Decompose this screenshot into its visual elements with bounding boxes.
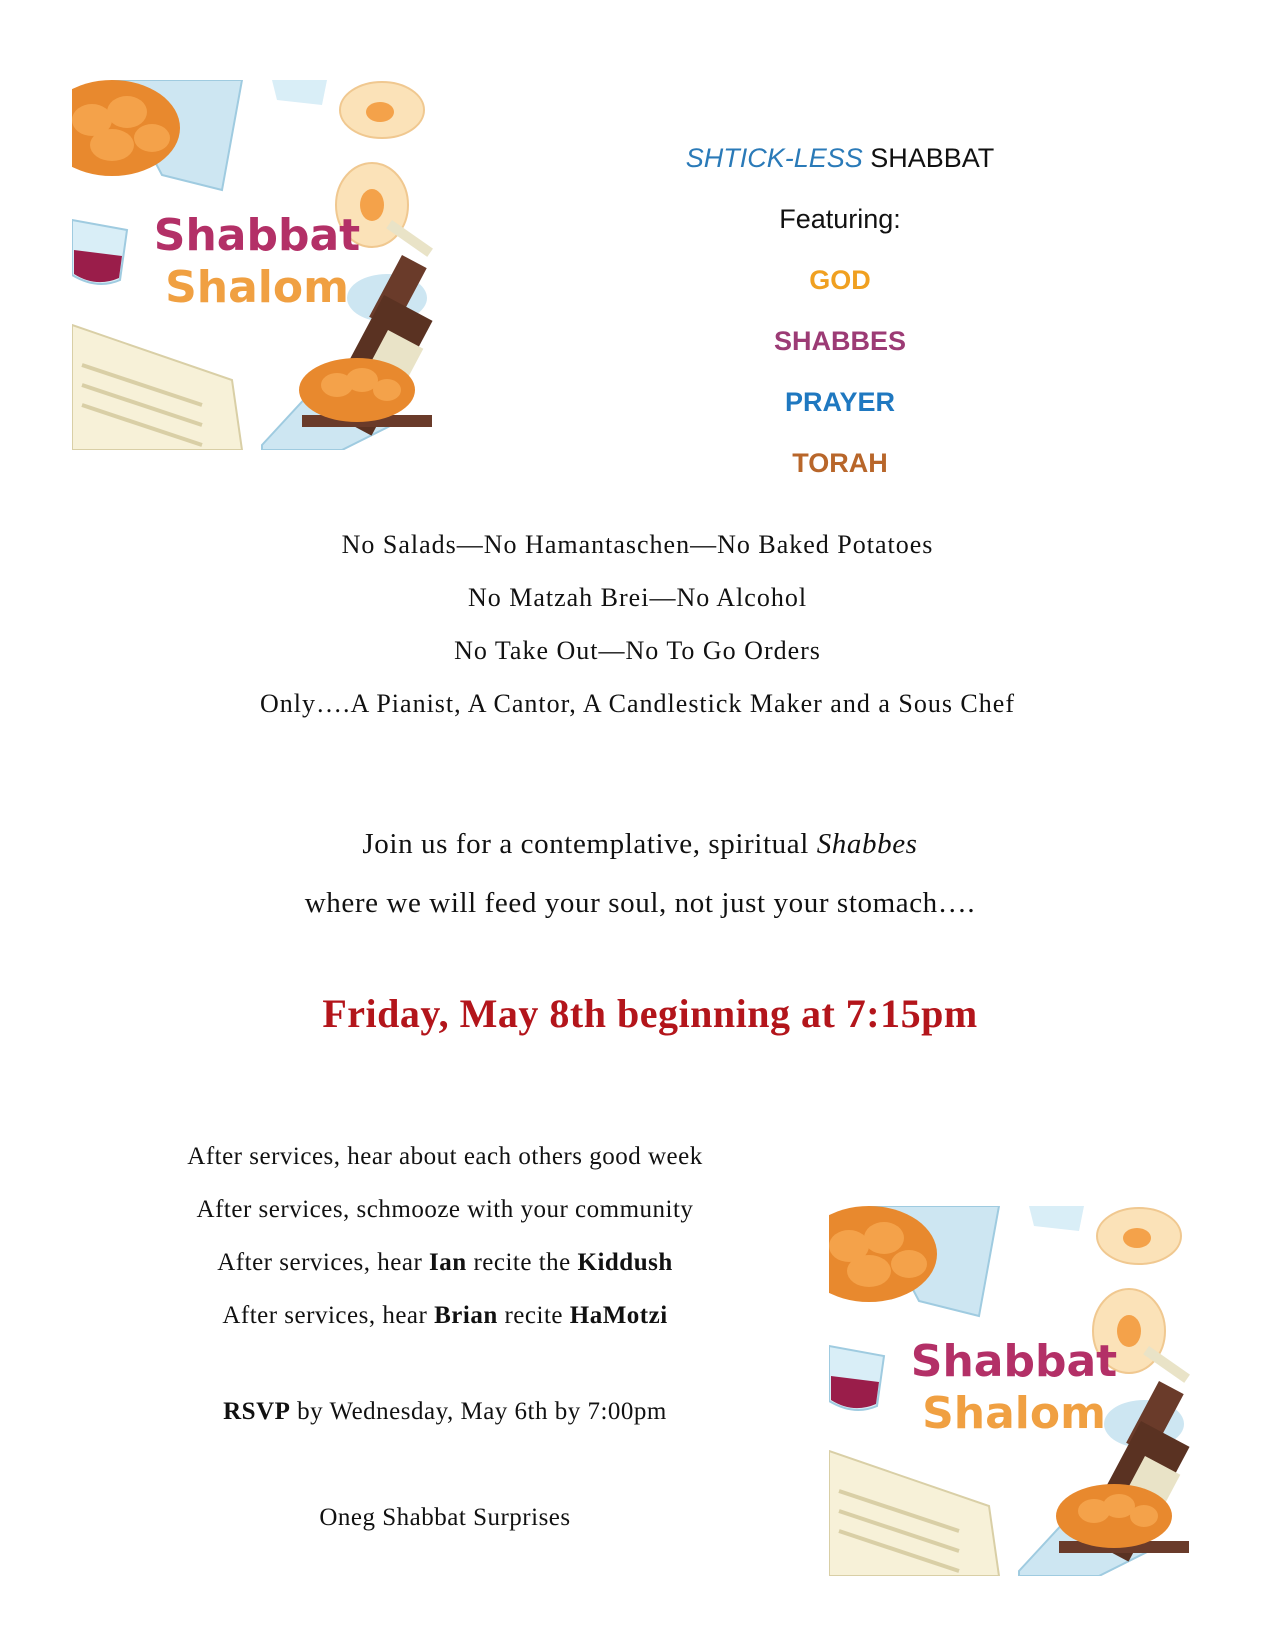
wine-glass-icon (829, 1346, 884, 1410)
logo-line2: Shalom (165, 262, 349, 313)
invitation-line1-italic: Shabbes (816, 828, 918, 860)
book-icon (72, 325, 242, 450)
logo-line1: Shabbat (910, 1336, 1118, 1387)
blessing-name: HaMotzi (569, 1302, 668, 1329)
title-italic: SHTICK-LESS (685, 143, 863, 173)
line-text: After services, hear (217, 1249, 430, 1276)
reciter-name: Brian (434, 1302, 498, 1329)
feature-item-prayer: PRAYER (784, 387, 896, 417)
shabbat-shalom-illustration-bottom (829, 1206, 1199, 1576)
after-services-line: After services, hear about each others good week (187, 1143, 703, 1170)
oneg-line: Oneg Shabbat Surprises (319, 1504, 571, 1531)
feature-item-torah: TORAH (792, 448, 888, 478)
rsvp-text: by Wednesday, May 6th by 7:00pm (290, 1398, 667, 1425)
feature-item-shabbes: SHABBES (773, 326, 907, 356)
line-text: recite (497, 1302, 570, 1329)
invitation-line2: where we will feed your soul, not just your stomach…. (304, 887, 976, 919)
restrictions-list (140, 518, 1135, 730)
wine-glass-icon (72, 220, 127, 284)
invitation-line1 (140, 815, 1140, 874)
shabbat-shalom-illustration (72, 80, 442, 450)
logo-line2: Shalom (922, 1388, 1106, 1439)
restriction-line: Only….A Pianist, A Cantor, A Candlestick Maker and a Sous Chef (260, 689, 1015, 718)
event-title (620, 128, 1060, 189)
invitation (140, 815, 1140, 933)
featuring-label: Featuring: (779, 204, 901, 234)
title-rest: SHABBAT (862, 143, 995, 173)
invitation-line1-text: Join us for a contemplative, spiritual (362, 828, 817, 860)
feature-item-god: GOD (809, 265, 871, 295)
restriction-line: No Take Out—No To Go Orders (454, 636, 821, 665)
line-text: After services, hear (222, 1302, 435, 1329)
blessing-name: Kiddush (577, 1249, 673, 1276)
after-services-line (110, 1289, 780, 1342)
feature-block (620, 128, 1060, 494)
event-date: Friday, May 8th beginning at 7:15pm (322, 991, 978, 1036)
after-services-line: After services, schmooze with your community (196, 1196, 694, 1223)
after-services-list (110, 1130, 780, 1342)
rsvp-line (110, 1392, 780, 1432)
line-text: recite the (466, 1249, 578, 1276)
shabbat-illustration-art (829, 1206, 1199, 1576)
shabbat-illustration-art (72, 80, 442, 450)
book-icon (829, 1451, 999, 1576)
restriction-line: No Salads—No Hamantaschen—No Baked Potatoes (341, 530, 934, 559)
restriction-line: No Matzah Brei—No Alcohol (467, 583, 808, 612)
after-services-line (110, 1236, 780, 1289)
rsvp-label: RSVP (223, 1398, 291, 1425)
reciter-name: Ian (429, 1249, 467, 1276)
logo-line1: Shabbat (153, 210, 361, 261)
